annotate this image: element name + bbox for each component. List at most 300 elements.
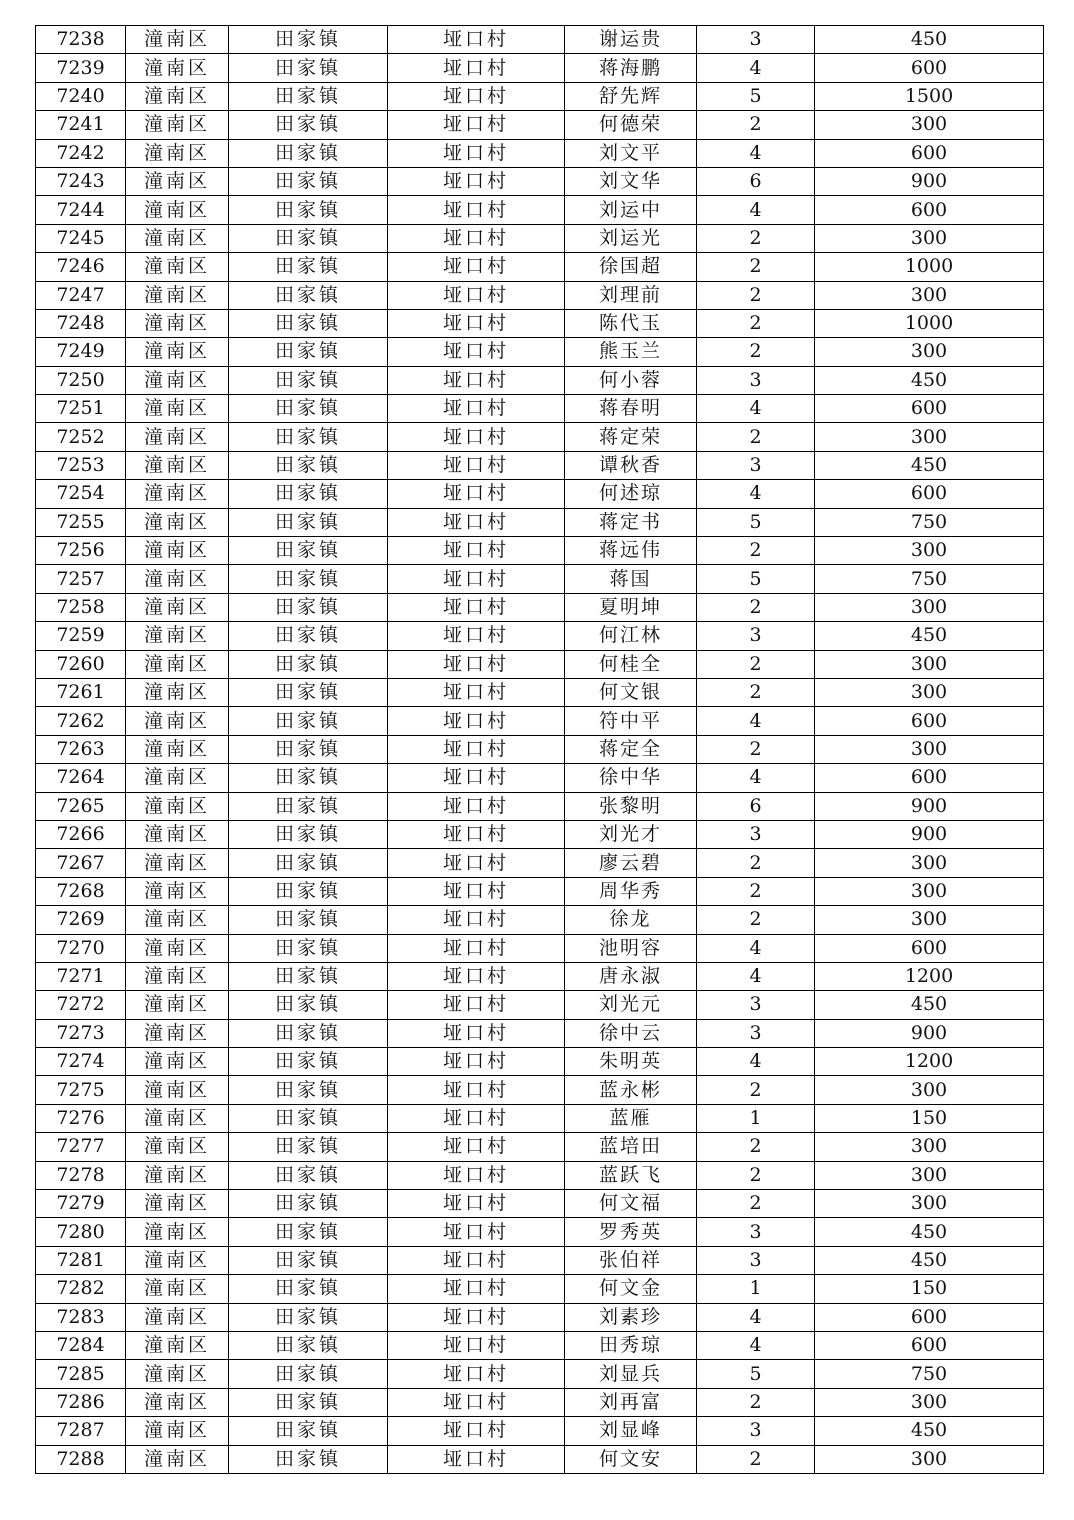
cell-amount: 300 bbox=[815, 906, 1044, 934]
cell-household-size: 6 bbox=[697, 167, 815, 195]
cell-district: 潼南区 bbox=[126, 253, 229, 281]
cell-amount: 300 bbox=[815, 1133, 1044, 1161]
cell-village: 垭口村 bbox=[388, 764, 565, 792]
cell-index: 7263 bbox=[36, 735, 126, 763]
cell-village: 垭口村 bbox=[388, 111, 565, 139]
cell-name: 蒋春明 bbox=[565, 395, 697, 423]
cell-town: 田家镇 bbox=[229, 1360, 388, 1388]
cell-household-size: 2 bbox=[697, 906, 815, 934]
table-row bbox=[36, 991, 1044, 1019]
cell-amount: 600 bbox=[815, 764, 1044, 792]
cell-town: 田家镇 bbox=[229, 962, 388, 990]
cell-index: 7268 bbox=[36, 877, 126, 905]
cell-household-size: 2 bbox=[697, 678, 815, 706]
cell-village: 垭口村 bbox=[388, 735, 565, 763]
cell-amount: 600 bbox=[815, 54, 1044, 82]
cell-district: 潼南区 bbox=[126, 1133, 229, 1161]
cell-village: 垭口村 bbox=[388, 1048, 565, 1076]
cell-district: 潼南区 bbox=[126, 877, 229, 905]
cell-index: 7250 bbox=[36, 366, 126, 394]
cell-town: 田家镇 bbox=[229, 1161, 388, 1189]
cell-name: 何桂全 bbox=[565, 650, 697, 678]
cell-household-size: 4 bbox=[697, 1048, 815, 1076]
cell-district: 潼南区 bbox=[126, 1360, 229, 1388]
cell-name: 刘理前 bbox=[565, 281, 697, 309]
cell-household-size: 2 bbox=[697, 1388, 815, 1416]
cell-index: 7266 bbox=[36, 820, 126, 848]
cell-village: 垭口村 bbox=[388, 906, 565, 934]
cell-index: 7253 bbox=[36, 451, 126, 479]
cell-district: 潼南区 bbox=[126, 1388, 229, 1416]
cell-name: 刘素珍 bbox=[565, 1303, 697, 1331]
table-row bbox=[36, 451, 1044, 479]
cell-amount: 900 bbox=[815, 792, 1044, 820]
cell-village: 垭口村 bbox=[388, 792, 565, 820]
table-row bbox=[36, 1360, 1044, 1388]
table-row bbox=[36, 678, 1044, 706]
cell-town: 田家镇 bbox=[229, 395, 388, 423]
cell-district: 潼南区 bbox=[126, 678, 229, 706]
cell-village: 垭口村 bbox=[388, 366, 565, 394]
cell-index: 7241 bbox=[36, 111, 126, 139]
cell-household-size: 3 bbox=[697, 1417, 815, 1445]
cell-district: 潼南区 bbox=[126, 820, 229, 848]
cell-index: 7245 bbox=[36, 224, 126, 252]
cell-village: 垭口村 bbox=[388, 934, 565, 962]
cell-village: 垭口村 bbox=[388, 820, 565, 848]
cell-amount: 1000 bbox=[815, 253, 1044, 281]
cell-district: 潼南区 bbox=[126, 423, 229, 451]
cell-town: 田家镇 bbox=[229, 281, 388, 309]
table-row bbox=[36, 1076, 1044, 1104]
cell-name: 蓝培田 bbox=[565, 1133, 697, 1161]
cell-town: 田家镇 bbox=[229, 82, 388, 110]
cell-amount: 450 bbox=[815, 1417, 1044, 1445]
cell-district: 潼南区 bbox=[126, 650, 229, 678]
table-row bbox=[36, 1019, 1044, 1047]
table-row bbox=[36, 1417, 1044, 1445]
cell-household-size: 2 bbox=[697, 877, 815, 905]
table-row bbox=[36, 707, 1044, 735]
table-row bbox=[36, 196, 1044, 224]
cell-village: 垭口村 bbox=[388, 1417, 565, 1445]
cell-index: 7240 bbox=[36, 82, 126, 110]
cell-name: 何文福 bbox=[565, 1190, 697, 1218]
cell-district: 潼南区 bbox=[126, 508, 229, 536]
cell-town: 田家镇 bbox=[229, 196, 388, 224]
cell-town: 田家镇 bbox=[229, 735, 388, 763]
cell-district: 潼南区 bbox=[126, 395, 229, 423]
cell-town: 田家镇 bbox=[229, 1445, 388, 1473]
cell-household-size: 2 bbox=[697, 253, 815, 281]
cell-town: 田家镇 bbox=[229, 508, 388, 536]
cell-name: 刘运光 bbox=[565, 224, 697, 252]
table-row bbox=[36, 622, 1044, 650]
cell-household-size: 3 bbox=[697, 622, 815, 650]
cell-town: 田家镇 bbox=[229, 622, 388, 650]
cell-index: 7239 bbox=[36, 54, 126, 82]
cell-amount: 300 bbox=[815, 1190, 1044, 1218]
table-row bbox=[36, 1275, 1044, 1303]
cell-district: 潼南区 bbox=[126, 1417, 229, 1445]
cell-village: 垭口村 bbox=[388, 962, 565, 990]
table-row bbox=[36, 395, 1044, 423]
cell-amount: 900 bbox=[815, 820, 1044, 848]
table-row bbox=[36, 508, 1044, 536]
table-row bbox=[36, 849, 1044, 877]
cell-village: 垭口村 bbox=[388, 1360, 565, 1388]
cell-index: 7275 bbox=[36, 1076, 126, 1104]
cell-village: 垭口村 bbox=[388, 1218, 565, 1246]
cell-amount: 900 bbox=[815, 1019, 1044, 1047]
table-row bbox=[36, 593, 1044, 621]
table-row bbox=[36, 1190, 1044, 1218]
table-row bbox=[36, 1104, 1044, 1132]
cell-name: 罗秀英 bbox=[565, 1218, 697, 1246]
cell-name: 徐国超 bbox=[565, 253, 697, 281]
cell-district: 潼南区 bbox=[126, 196, 229, 224]
cell-name: 何文金 bbox=[565, 1275, 697, 1303]
cell-town: 田家镇 bbox=[229, 593, 388, 621]
cell-index: 7260 bbox=[36, 650, 126, 678]
cell-town: 田家镇 bbox=[229, 253, 388, 281]
cell-district: 潼南区 bbox=[126, 1445, 229, 1473]
cell-town: 田家镇 bbox=[229, 139, 388, 167]
cell-district: 潼南区 bbox=[126, 1218, 229, 1246]
cell-district: 潼南区 bbox=[126, 622, 229, 650]
cell-town: 田家镇 bbox=[229, 309, 388, 337]
cell-household-size: 2 bbox=[697, 111, 815, 139]
cell-village: 垭口村 bbox=[388, 537, 565, 565]
cell-village: 垭口村 bbox=[388, 167, 565, 195]
cell-name: 刘显峰 bbox=[565, 1417, 697, 1445]
cell-household-size: 3 bbox=[697, 820, 815, 848]
cell-index: 7271 bbox=[36, 962, 126, 990]
cell-name: 唐永淑 bbox=[565, 962, 697, 990]
cell-index: 7288 bbox=[36, 1445, 126, 1473]
cell-district: 潼南区 bbox=[126, 934, 229, 962]
cell-amount: 450 bbox=[815, 991, 1044, 1019]
cell-index: 7248 bbox=[36, 309, 126, 337]
cell-amount: 450 bbox=[815, 1218, 1044, 1246]
cell-town: 田家镇 bbox=[229, 366, 388, 394]
cell-amount: 900 bbox=[815, 167, 1044, 195]
cell-village: 垭口村 bbox=[388, 54, 565, 82]
cell-district: 潼南区 bbox=[126, 1104, 229, 1132]
cell-household-size: 4 bbox=[697, 1303, 815, 1331]
table-row bbox=[36, 423, 1044, 451]
cell-index: 7258 bbox=[36, 593, 126, 621]
cell-district: 潼南区 bbox=[126, 849, 229, 877]
cell-name: 夏明坤 bbox=[565, 593, 697, 621]
cell-amount: 600 bbox=[815, 934, 1044, 962]
cell-name: 何德荣 bbox=[565, 111, 697, 139]
cell-amount: 300 bbox=[815, 849, 1044, 877]
cell-index: 7261 bbox=[36, 678, 126, 706]
cell-town: 田家镇 bbox=[229, 849, 388, 877]
beneficiary-table bbox=[35, 25, 1044, 1474]
cell-household-size: 2 bbox=[697, 849, 815, 877]
cell-household-size: 4 bbox=[697, 480, 815, 508]
cell-index: 7276 bbox=[36, 1104, 126, 1132]
cell-household-size: 3 bbox=[697, 991, 815, 1019]
cell-household-size: 3 bbox=[697, 1246, 815, 1274]
cell-village: 垭口村 bbox=[388, 281, 565, 309]
cell-name: 刘再富 bbox=[565, 1388, 697, 1416]
cell-index: 7286 bbox=[36, 1388, 126, 1416]
cell-village: 垭口村 bbox=[388, 1104, 565, 1132]
cell-village: 垭口村 bbox=[388, 849, 565, 877]
cell-household-size: 2 bbox=[697, 537, 815, 565]
cell-name: 陈代玉 bbox=[565, 309, 697, 337]
cell-district: 潼南区 bbox=[126, 764, 229, 792]
cell-village: 垭口村 bbox=[388, 1019, 565, 1047]
document-page bbox=[35, 25, 1043, 1474]
cell-amount: 300 bbox=[815, 678, 1044, 706]
cell-name: 蒋海鹏 bbox=[565, 54, 697, 82]
cell-index: 7244 bbox=[36, 196, 126, 224]
table-row bbox=[36, 565, 1044, 593]
cell-name: 谭秋香 bbox=[565, 451, 697, 479]
cell-town: 田家镇 bbox=[229, 423, 388, 451]
cell-household-size: 4 bbox=[697, 764, 815, 792]
table-row bbox=[36, 224, 1044, 252]
cell-village: 垭口村 bbox=[388, 196, 565, 224]
cell-village: 垭口村 bbox=[388, 82, 565, 110]
cell-name: 池明容 bbox=[565, 934, 697, 962]
table-row bbox=[36, 1161, 1044, 1189]
cell-index: 7251 bbox=[36, 395, 126, 423]
cell-town: 田家镇 bbox=[229, 1133, 388, 1161]
cell-name: 刘运中 bbox=[565, 196, 697, 224]
cell-index: 7264 bbox=[36, 764, 126, 792]
cell-district: 潼南区 bbox=[126, 309, 229, 337]
cell-amount: 300 bbox=[815, 281, 1044, 309]
cell-index: 7278 bbox=[36, 1161, 126, 1189]
table-row bbox=[36, 1388, 1044, 1416]
cell-town: 田家镇 bbox=[229, 1190, 388, 1218]
cell-amount: 1200 bbox=[815, 1048, 1044, 1076]
table-row bbox=[36, 934, 1044, 962]
cell-name: 张黎明 bbox=[565, 792, 697, 820]
cell-amount: 300 bbox=[815, 1388, 1044, 1416]
cell-amount: 600 bbox=[815, 196, 1044, 224]
cell-index: 7242 bbox=[36, 139, 126, 167]
cell-amount: 150 bbox=[815, 1104, 1044, 1132]
table-row bbox=[36, 1246, 1044, 1274]
cell-amount: 600 bbox=[815, 395, 1044, 423]
cell-name: 徐中华 bbox=[565, 764, 697, 792]
cell-district: 潼南区 bbox=[126, 167, 229, 195]
cell-name: 蒋定荣 bbox=[565, 423, 697, 451]
cell-amount: 600 bbox=[815, 1331, 1044, 1359]
cell-village: 垭口村 bbox=[388, 395, 565, 423]
cell-index: 7238 bbox=[36, 26, 126, 54]
cell-index: 7267 bbox=[36, 849, 126, 877]
cell-household-size: 4 bbox=[697, 934, 815, 962]
cell-district: 潼南区 bbox=[126, 281, 229, 309]
cell-town: 田家镇 bbox=[229, 1048, 388, 1076]
cell-index: 7274 bbox=[36, 1048, 126, 1076]
table-row bbox=[36, 253, 1044, 281]
cell-district: 潼南区 bbox=[126, 1019, 229, 1047]
cell-district: 潼南区 bbox=[126, 1303, 229, 1331]
cell-index: 7259 bbox=[36, 622, 126, 650]
cell-name: 张伯祥 bbox=[565, 1246, 697, 1274]
table-row bbox=[36, 1133, 1044, 1161]
cell-district: 潼南区 bbox=[126, 707, 229, 735]
cell-index: 7281 bbox=[36, 1246, 126, 1274]
cell-town: 田家镇 bbox=[229, 1331, 388, 1359]
cell-household-size: 4 bbox=[697, 54, 815, 82]
table-row bbox=[36, 906, 1044, 934]
cell-village: 垭口村 bbox=[388, 678, 565, 706]
cell-amount: 300 bbox=[815, 650, 1044, 678]
cell-amount: 300 bbox=[815, 593, 1044, 621]
cell-index: 7287 bbox=[36, 1417, 126, 1445]
table-row bbox=[36, 962, 1044, 990]
cell-village: 垭口村 bbox=[388, 1076, 565, 1104]
cell-index: 7284 bbox=[36, 1331, 126, 1359]
cell-district: 潼南区 bbox=[126, 338, 229, 366]
cell-name: 符中平 bbox=[565, 707, 697, 735]
cell-index: 7280 bbox=[36, 1218, 126, 1246]
cell-town: 田家镇 bbox=[229, 707, 388, 735]
cell-index: 7256 bbox=[36, 537, 126, 565]
cell-amount: 450 bbox=[815, 622, 1044, 650]
cell-village: 垭口村 bbox=[388, 593, 565, 621]
cell-district: 潼南区 bbox=[126, 1275, 229, 1303]
cell-household-size: 3 bbox=[697, 1218, 815, 1246]
cell-town: 田家镇 bbox=[229, 537, 388, 565]
table-row bbox=[36, 792, 1044, 820]
cell-amount: 300 bbox=[815, 877, 1044, 905]
cell-village: 垭口村 bbox=[388, 877, 565, 905]
cell-name: 何文安 bbox=[565, 1445, 697, 1473]
cell-amount: 300 bbox=[815, 224, 1044, 252]
cell-household-size: 3 bbox=[697, 1019, 815, 1047]
cell-index: 7282 bbox=[36, 1275, 126, 1303]
cell-amount: 300 bbox=[815, 111, 1044, 139]
cell-village: 垭口村 bbox=[388, 1445, 565, 1473]
cell-household-size: 1 bbox=[697, 1275, 815, 1303]
cell-district: 潼南区 bbox=[126, 1246, 229, 1274]
cell-name: 蓝跃飞 bbox=[565, 1161, 697, 1189]
table-row bbox=[36, 309, 1044, 337]
cell-town: 田家镇 bbox=[229, 1303, 388, 1331]
cell-amount: 750 bbox=[815, 508, 1044, 536]
cell-name: 徐中云 bbox=[565, 1019, 697, 1047]
cell-town: 田家镇 bbox=[229, 650, 388, 678]
cell-town: 田家镇 bbox=[229, 906, 388, 934]
cell-name: 朱明英 bbox=[565, 1048, 697, 1076]
table-row bbox=[36, 26, 1044, 54]
cell-town: 田家镇 bbox=[229, 1076, 388, 1104]
cell-town: 田家镇 bbox=[229, 338, 388, 366]
table-row bbox=[36, 1303, 1044, 1331]
cell-household-size: 5 bbox=[697, 82, 815, 110]
cell-village: 垭口村 bbox=[388, 26, 565, 54]
cell-name: 周华秀 bbox=[565, 877, 697, 905]
cell-town: 田家镇 bbox=[229, 1218, 388, 1246]
cell-index: 7273 bbox=[36, 1019, 126, 1047]
table-row bbox=[36, 167, 1044, 195]
cell-household-size: 6 bbox=[697, 792, 815, 820]
cell-town: 田家镇 bbox=[229, 820, 388, 848]
cell-village: 垭口村 bbox=[388, 1303, 565, 1331]
cell-household-size: 3 bbox=[697, 451, 815, 479]
cell-household-size: 2 bbox=[697, 735, 815, 763]
cell-household-size: 4 bbox=[697, 139, 815, 167]
cell-index: 7243 bbox=[36, 167, 126, 195]
cell-index: 7249 bbox=[36, 338, 126, 366]
cell-district: 潼南区 bbox=[126, 792, 229, 820]
cell-household-size: 5 bbox=[697, 1360, 815, 1388]
cell-name: 蒋远伟 bbox=[565, 537, 697, 565]
table-row bbox=[36, 111, 1044, 139]
cell-district: 潼南区 bbox=[126, 1331, 229, 1359]
cell-household-size: 3 bbox=[697, 366, 815, 394]
cell-village: 垭口村 bbox=[388, 139, 565, 167]
cell-household-size: 2 bbox=[697, 1076, 815, 1104]
cell-district: 潼南区 bbox=[126, 1190, 229, 1218]
cell-village: 垭口村 bbox=[388, 253, 565, 281]
cell-household-size: 5 bbox=[697, 508, 815, 536]
cell-town: 田家镇 bbox=[229, 1275, 388, 1303]
cell-household-size: 2 bbox=[697, 338, 815, 366]
table-row bbox=[36, 281, 1044, 309]
table-row bbox=[36, 1331, 1044, 1359]
table-body bbox=[36, 26, 1044, 1474]
cell-household-size: 4 bbox=[697, 962, 815, 990]
cell-name: 蓝永彬 bbox=[565, 1076, 697, 1104]
cell-amount: 1000 bbox=[815, 309, 1044, 337]
cell-district: 潼南区 bbox=[126, 962, 229, 990]
cell-district: 潼南区 bbox=[126, 111, 229, 139]
cell-index: 7285 bbox=[36, 1360, 126, 1388]
cell-index: 7254 bbox=[36, 480, 126, 508]
cell-district: 潼南区 bbox=[126, 1076, 229, 1104]
cell-index: 7265 bbox=[36, 792, 126, 820]
cell-name: 谢运贵 bbox=[565, 26, 697, 54]
cell-town: 田家镇 bbox=[229, 26, 388, 54]
cell-district: 潼南区 bbox=[126, 54, 229, 82]
cell-household-size: 2 bbox=[697, 593, 815, 621]
cell-household-size: 2 bbox=[697, 423, 815, 451]
cell-name: 蓝雁 bbox=[565, 1104, 697, 1132]
cell-village: 垭口村 bbox=[388, 1246, 565, 1274]
cell-amount: 450 bbox=[815, 1246, 1044, 1274]
table-row bbox=[36, 1218, 1044, 1246]
cell-name: 刘光才 bbox=[565, 820, 697, 848]
cell-index: 7247 bbox=[36, 281, 126, 309]
cell-district: 潼南区 bbox=[126, 451, 229, 479]
cell-amount: 450 bbox=[815, 451, 1044, 479]
cell-name: 何小蓉 bbox=[565, 366, 697, 394]
cell-town: 田家镇 bbox=[229, 764, 388, 792]
table-row bbox=[36, 735, 1044, 763]
cell-amount: 600 bbox=[815, 1303, 1044, 1331]
cell-name: 刘显兵 bbox=[565, 1360, 697, 1388]
cell-index: 7277 bbox=[36, 1133, 126, 1161]
cell-name: 蒋定书 bbox=[565, 508, 697, 536]
cell-village: 垭口村 bbox=[388, 423, 565, 451]
cell-index: 7252 bbox=[36, 423, 126, 451]
cell-index: 7255 bbox=[36, 508, 126, 536]
cell-household-size: 2 bbox=[697, 1133, 815, 1161]
cell-household-size: 2 bbox=[697, 281, 815, 309]
cell-town: 田家镇 bbox=[229, 1417, 388, 1445]
